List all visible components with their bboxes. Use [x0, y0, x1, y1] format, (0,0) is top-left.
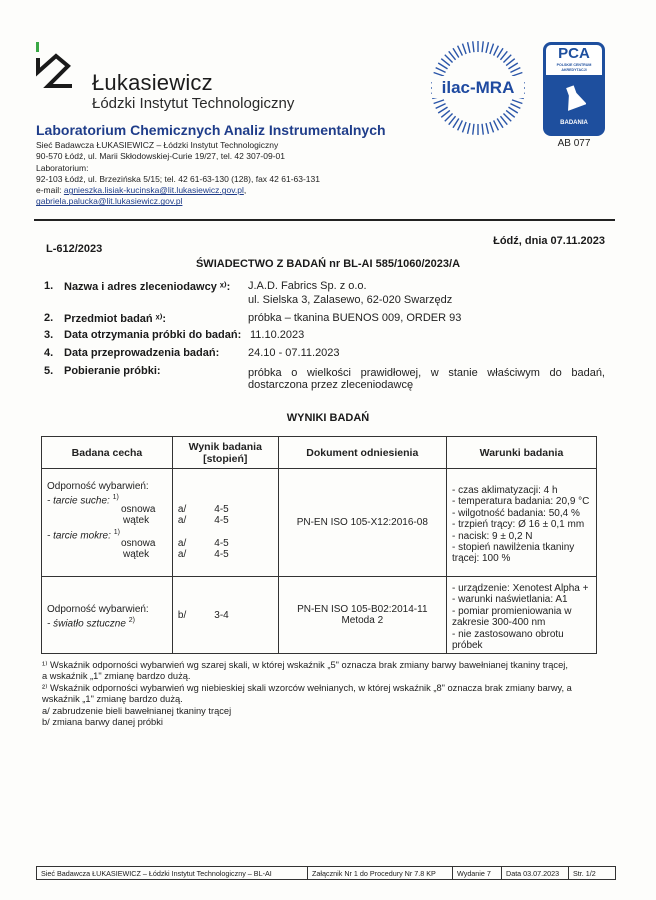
feature-light — [47, 615, 167, 630]
result-value: 4-5 — [214, 537, 229, 549]
condition-line: - nie zastosowano obrotu — [451, 628, 564, 640]
item-number: 5. — [44, 365, 54, 377]
document-cell — [278, 577, 446, 654]
item-value: J.A.D. Fabrics Sp. z o.o. — [248, 280, 367, 292]
footnote-line: b/ zmiana barwy danej próbki — [42, 717, 163, 728]
condition-line: - temperatura badania: 20,9 °C — [451, 496, 590, 508]
condition-line: - warunki naświetlania: A1 — [451, 594, 568, 606]
weft-label: wątek — [123, 515, 150, 527]
document-number: L-612/2023 — [46, 243, 103, 255]
footer-org: Sieć Badawcza ŁUKASIEWICZ – Łódzki Instytut Technologiczny – BL-AI — [37, 867, 308, 879]
item-value: próbka o wielkości prawidłowej, w stanie właściwym do badań, — [248, 367, 605, 379]
header-document: Dokument odniesienia — [278, 437, 446, 469]
results-table — [41, 436, 597, 654]
condition-line: - wilgotność badania: 50,4 % — [451, 507, 580, 519]
item-value: 24.10 - 07.11.2023 — [248, 347, 340, 359]
footnote-ref: 2) — [128, 617, 135, 625]
condition-line: trącej: 100 % — [451, 553, 511, 565]
footer-page: Str. 1/2 — [573, 868, 596, 878]
footer-edition: Wydanie 7 — [453, 867, 502, 879]
feature-dry — [47, 492, 167, 507]
item-value: dostarczona przez zleceniodawcę — [248, 379, 414, 391]
dry-label: - tarcie suche: — [47, 495, 110, 507]
flask-icon — [562, 84, 586, 112]
document-cell — [278, 469, 446, 577]
email-line — [36, 196, 376, 207]
footnote-line: ¹⁾ Wskaźnik odporności wybarwień wg szarej skali, w której wskaźnik „5" oznacza brak zmiany barwy bawełnianej tkaniny trącej, — [42, 660, 568, 670]
result-marker: a/ — [177, 549, 187, 561]
footnote-ref: 1) — [113, 528, 120, 536]
item-number: 2. — [44, 312, 54, 324]
certificate-title: ŚWIADECTWO Z BADAŃ nr BL-AI 585/1060/2023/A — [195, 258, 461, 270]
warp-label: osnowa — [121, 537, 156, 549]
item-number: 3. — [44, 329, 54, 341]
laboratory-title: Laboratorium Chemicznych Analiz Instrumentalnych — [36, 122, 386, 138]
lukasiewicz-logo-icon — [36, 42, 76, 92]
pca-badge-label: BADANIA — [560, 120, 588, 126]
feature-title: Odporność wybarwień: — [47, 481, 149, 492]
header-divider — [34, 219, 615, 221]
pca-badge — [543, 42, 605, 136]
laboratory-address — [36, 140, 376, 208]
condition-line: - nacisk: 9 ± 0,2 N — [451, 530, 533, 542]
header-result — [172, 437, 278, 469]
result-cell — [172, 577, 278, 654]
table-header-row — [42, 437, 597, 469]
wet-label: - tarcie mokre: — [47, 529, 111, 541]
result-marker: b/ — [177, 609, 187, 621]
item-number: 4. — [44, 347, 54, 359]
result-marker: a/ — [177, 537, 187, 549]
ilac-text: ilac-MRA — [441, 78, 515, 97]
header-feature: Badana cecha — [42, 437, 173, 469]
page-footer — [36, 866, 616, 880]
address-line: Sieć Badawcza ŁUKASIEWICZ – Łódzki Instytut Technologiczny — [36, 140, 279, 150]
pca-title: PCA — [558, 45, 590, 62]
weft-label: wątek — [123, 549, 150, 561]
feature-wet — [47, 527, 167, 541]
item-value: próbka – tkanina BUENOS 009, ORDER 93 — [248, 312, 462, 324]
condition-line: zakresie 300-400 nm — [451, 617, 546, 629]
footnote-ref: 1) — [112, 494, 119, 502]
feature-title: Odporność wybarwień: — [47, 603, 149, 615]
address-line: 92-103 Łódź, ul. Brzezińska 5/15; tel. 42 61-63-130 (128), fax 42 61-63-131 — [36, 173, 320, 184]
condition-line: - pomiar promieniowania w — [451, 605, 572, 617]
header-conditions: Warunki badania — [446, 437, 596, 469]
conditions-cell — [446, 577, 596, 654]
ilac-mra-logo-icon — [428, 38, 528, 138]
condition-line: - czas aklimatyzacji: 4 h — [451, 485, 558, 496]
item-value: ul. Sielska 3, Zalasewo, 62-020 Swarzędz — [248, 294, 453, 306]
feature-cell — [42, 577, 173, 654]
results-title: WYNIKI BADAŃ — [286, 412, 370, 424]
email-label: e-mail: — [36, 185, 64, 196]
footnote-line: a/ zabrudzenie bieli bawełnianej tkaniny trącej — [42, 705, 232, 716]
footnotes — [42, 660, 612, 728]
email-link-1[interactable]: agnieszka.lisiak-kucinska@lit.lukasiewicz.gov.pl — [63, 185, 244, 196]
condition-line: - stopień nawilżenia tkaniny — [451, 542, 575, 554]
brand-name: Łukasiewicz — [92, 70, 213, 95]
item-value: 11.10.2023 — [250, 329, 305, 341]
header-result-line1: Wynik badania — [188, 440, 262, 453]
warp-label: osnowa — [121, 503, 156, 515]
condition-line: - trzpień trący: Ø 16 ± 0,1 mm — [451, 519, 585, 531]
result-value: 4-5 — [214, 549, 229, 561]
footer-date: Data 03.07.2023 — [502, 867, 569, 879]
footnote-line: ²⁾ Wskaźnik odporności wybarwień wg niebieskiej skali wzorców wełnianych, w której wskaźnik „8" oznacza brak zmiany barwy, a — [42, 682, 572, 693]
footer-attachment: Załącznik Nr 1 do Procedury Nr 7.8 KP — [308, 867, 453, 879]
address-line: 90-570 Łódź, ul. Marii Skłodowskiej-Curie 19/27, tel. 42 307-09-01 — [36, 151, 285, 162]
item-label: Data otrzymania próbki do badań: — [64, 329, 242, 341]
footnote-line: wskaźnik „1" zmianę bardzo dużą. — [42, 694, 183, 705]
email-link-2[interactable]: gabriela.palucka@lit.lukasiewicz.gov.pl — [36, 196, 183, 207]
result-value: 4-5 — [214, 515, 229, 527]
conditions-cell — [446, 469, 596, 577]
item-label: Przedmiot badań ˣ⁾: — [64, 313, 167, 325]
item-label: Nazwa i adres zleceniodawcy ˣ⁾: — [64, 281, 231, 293]
reference-document: PN-EN ISO 105-X12:2016-08 — [296, 517, 428, 528]
feature-cell — [42, 469, 173, 577]
reference-document: PN-EN ISO 105-B02:2014-11 — [297, 604, 428, 616]
result-value: 3-4 — [214, 609, 229, 621]
place-date: Łódź, dnia 07.11.2023 — [493, 235, 605, 247]
condition-line: próbek — [451, 640, 483, 652]
reference-method: Metoda 2 — [341, 615, 384, 627]
condition-line: - urządzenie: Xenotest Alpha + — [451, 583, 589, 594]
brand-subtitle: Łódzki Instytut Technologiczny — [92, 95, 295, 112]
result-cell — [172, 469, 278, 577]
address-line: Laboratorium: — [36, 162, 89, 173]
result-marker: a/ — [177, 515, 187, 527]
result-marker: a/ — [177, 503, 187, 515]
header-result-line2: [stopień] — [203, 452, 248, 465]
accreditation-code: AB 077 — [557, 138, 591, 149]
item-label: Pobieranie próbki: — [64, 365, 161, 377]
footnote-line: a wskaźnik „1" zmianę bardzo dużą. — [42, 671, 191, 682]
pca-subtitle: POLSKIE CENTRUM AKREDYTACJI — [556, 63, 592, 72]
item-number: 1. — [44, 280, 54, 292]
table-row — [42, 469, 597, 577]
email-line: e-mail: agnieszka.lisiak-kucinska@lit.lukasiewicz.gov.pl, — [36, 185, 247, 196]
light-label: - światło sztuczne — [47, 618, 126, 630]
table-row — [42, 577, 597, 654]
result-value: 4-5 — [214, 503, 229, 515]
item-label: Data przeprowadzenia badań: — [64, 347, 220, 359]
